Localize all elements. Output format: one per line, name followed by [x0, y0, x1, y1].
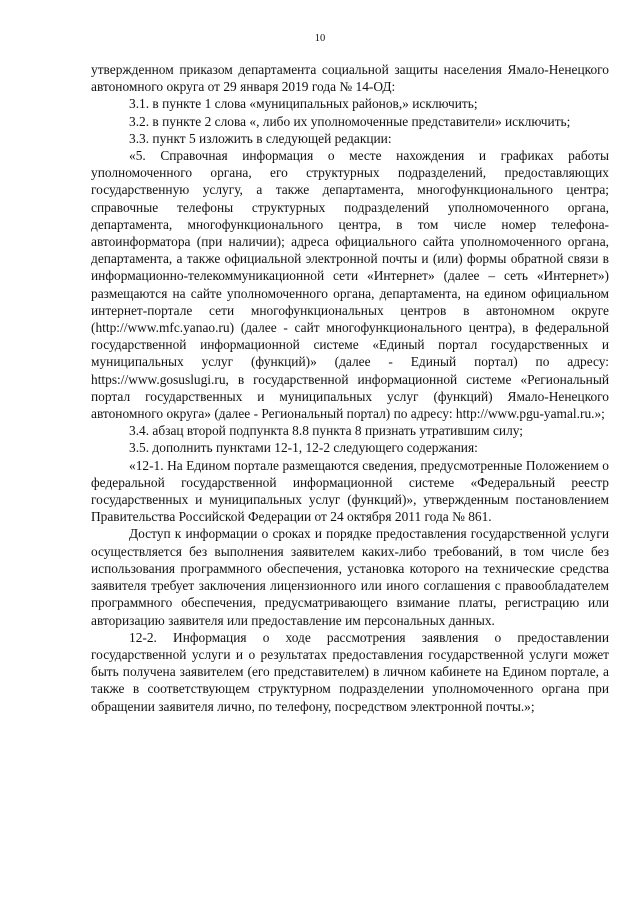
paragraph-item-3-2: 3.2. в пункте 2 слова «, либо их уполномоченные представители» исключить;: [129, 113, 571, 129]
paragraph-point-5: «5. Справочная информация о месте нахождения и графиках работы уполномоченного органа, его структурных подразделений, предоставляющих государственную услугу, а также департамента, многофункционального центра; справочные телефоны структурных подразделений уполномоченного органа, департамента, многофункционального центра, в том числе номер телефона-автоинформатора (при наличии); адреса официального сайта уполномоченного органа, департамента, а также официальной электронной почты и (или) формы обратной связи в информационно-телекоммуникационной сети «Интернет» (далее – сеть «Интернет») размещаются на сайте уполномоченного органа, департамента, на едином официальном интернет-портале сети многофункциональных центров в автономном округе (http://www.mfc.yanao.ru) (далее - сайт многофункционального центра), в федеральной государственной информационной системе «Единый портал государственных и муниципальных услуг (функций)» (далее - Единый портал) по адресу: https://www.gosuslugi.ru, в государственной информационной системе «Региональный портал государственных и муниципальных услуг (функций) Ямало-Ненецкого автономного округа» (далее - Региональный портал) по адресу: http://www.pgu-yamal.ru.»;: [91, 148, 609, 422]
paragraph-item-3-3: 3.3. пункт 5 изложить в следующей редакции:: [129, 130, 392, 146]
paragraph-item-3-4: 3.4. абзац второй подпункта 8.8 пункта 8 признать утратившим силу;: [129, 423, 524, 439]
paragraph-point-12-1: «12-1. На Едином портале размещаются сведения, предусмотренные Положением о федеральной государственной информационной системе «Федеральный реестр государственных и муниципальных услуг (функций)», утвержденным постановлением Правительства Российской Федерации от 24 октября 2011 года № 861.: [91, 457, 609, 525]
paragraph-item-3-5: 3.5. дополнить пунктами 12-1, 12-2 следующего содержания:: [129, 440, 478, 456]
document-body: [91, 61, 609, 715]
paragraph-item-3-1: 3.1. в пункте 1 слова «муниципальных районов,» исключить;: [129, 96, 478, 112]
page-number: 10: [314, 33, 326, 44]
paragraph-point-12-2: 12-2. Информация о ходе рассмотрения заявления о предоставлении государственной услуги и о результатах предоставления государственной услуги может быть получена заявителем (его представителем) в личном кабинете на Едином портале, а также в соответствующем структурном подразделении уполномоченного органа при обращении заявителя лично, по телефону, посредством электронной почты.»;: [91, 629, 609, 714]
paragraph-access-info: Доступ к информации о сроках и порядке предоставления государственной услуги осуществляется без выполнения заявителем каких-либо требований, в том числе без использования программного обеспечения, установка которого на технические средства заявителя требует заключения лицензионного или иного соглашения с правообладателем программного обеспечения, предусматривающего взимание платы, регистрацию или авторизацию заявителя или предоставление им персональных данных.: [91, 526, 609, 628]
paragraph-continuation: утвержденном приказом департамента социальной защиты населения Ямало-Ненецкого автономного округа от 29 января 2019 года № 14-ОД:: [91, 62, 609, 95]
